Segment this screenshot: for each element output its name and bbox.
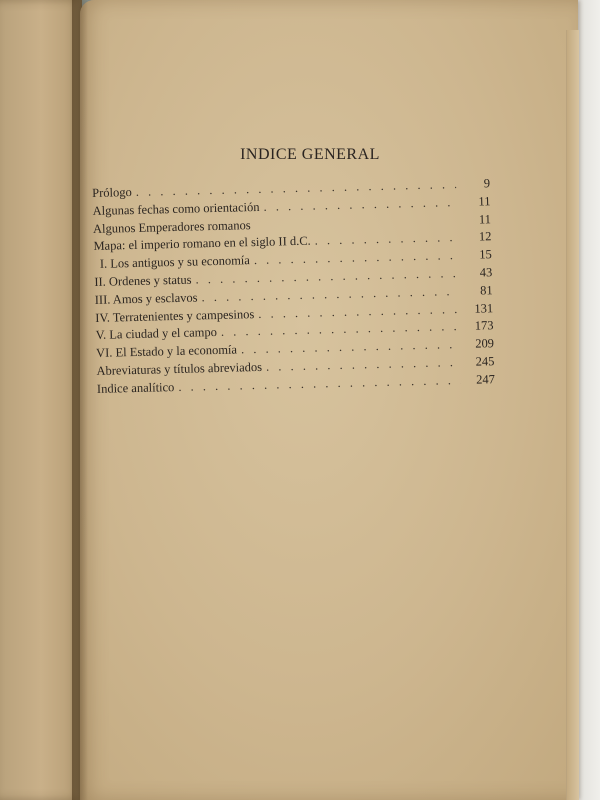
dot-leader [315,230,458,248]
toc-entry-label: I. Los antiguos y su economía [99,253,251,272]
toc-entry-label: VI. El Estado y la economía [95,342,238,361]
left-page [0,0,82,800]
toc-entry-page: 131 [474,300,494,316]
toc-entry-label: Algunas fechas como orientación [92,199,260,218]
toc-entry-label: Algunos Emperadores romanos [92,217,251,236]
toc-entry-page: 81 [479,283,493,298]
book-gutter [72,0,88,800]
toc-entry-page: 11 [478,211,492,227]
toc-entry-label: Indice analítico [96,379,175,396]
toc-entry-label: Prólogo [92,185,132,200]
toc-entry-label: Abreviaturas y títulos abreviados [96,359,263,378]
table-of-contents [92,176,495,399]
toc-entry-page: 11 [478,194,491,209]
toc-entry-label: II. Ordenes y status [94,272,192,289]
toc-entry-label: IV. Terratenientes y campesinos [95,306,255,325]
toc-entry-page: 173 [474,318,494,334]
right-page [80,0,578,800]
toc-entry-page: 12 [478,229,492,244]
toc-entry-page: 15 [479,247,492,262]
toc-entry-label: III. Amos y esclavos [94,290,198,307]
toc-entry-page: 9 [483,176,491,191]
toc-entry-label: Mapa: el imperio romano en el siglo II d.C. [93,234,311,254]
toc-entry-page: 247 [475,371,496,387]
toc-entry-label: V. La ciudad y el campo [95,325,218,343]
page-edges [566,30,579,800]
toc-entry-page: 245 [475,354,495,369]
toc-entry-page: 209 [475,336,495,351]
toc-entry-page: 43 [479,265,493,280]
page-title: INDICE GENERAL [240,146,380,163]
spacer [251,224,461,229]
